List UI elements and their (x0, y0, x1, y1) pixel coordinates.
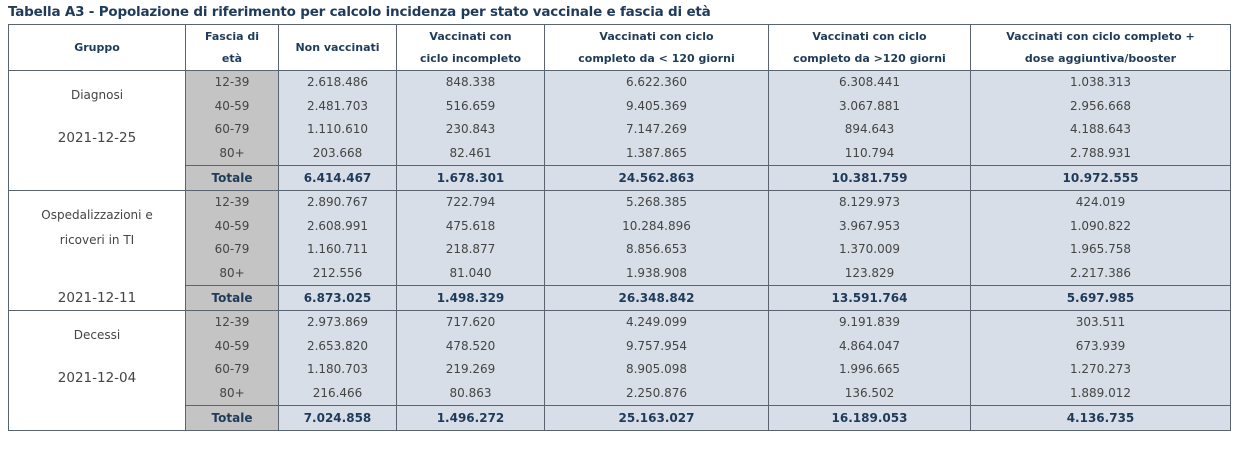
age-band-cell: 40-59 (186, 335, 279, 359)
value-cell: 9.405.369 (545, 95, 769, 119)
group-label (9, 311, 185, 430)
value-cell: 4.188.643 (971, 118, 1231, 142)
table-title: Tabella A3 - Popolazione di riferimento per calcolo incidenza per stato vaccinale e fascia di età (8, 4, 711, 20)
value-cell: 203.668 (279, 142, 397, 166)
header-gt120 (769, 25, 971, 71)
header-booster-line: Vaccinati con ciclo completo + (1006, 29, 1195, 43)
group-label (9, 191, 185, 310)
value-cell: 7.147.269 (545, 118, 769, 142)
total-value-cell: 13.591.764 (769, 286, 971, 311)
value-cell: 1.270.273 (971, 358, 1231, 382)
table-row (9, 215, 1231, 239)
value-cell: 1.180.703 (279, 358, 397, 382)
header-fascia-line: età (221, 51, 243, 65)
value-cell: 1.938.908 (545, 262, 769, 286)
header-fascia (186, 25, 279, 71)
value-cell: 110.794 (769, 142, 971, 166)
value-cell: 216.466 (279, 382, 397, 406)
value-cell: 80.863 (397, 382, 545, 406)
table-row (9, 118, 1231, 142)
table-row (9, 71, 1231, 95)
value-cell: 6.622.360 (545, 71, 769, 95)
table-body (9, 71, 1231, 431)
value-cell: 894.643 (769, 118, 971, 142)
value-cell: 1.889.012 (971, 382, 1231, 406)
total-row (9, 166, 1231, 191)
value-cell: 3.067.881 (769, 95, 971, 119)
table-row (9, 310, 1231, 334)
value-cell: 4.864.047 (769, 335, 971, 359)
total-value-cell: 1.498.329 (397, 286, 545, 311)
total-value-cell: 25.163.027 (545, 406, 769, 431)
value-cell: 8.129.973 (769, 190, 971, 214)
value-cell: 10.284.896 (545, 215, 769, 239)
value-cell: 8.905.098 (545, 358, 769, 382)
value-cell: 303.511 (971, 310, 1231, 334)
value-cell: 2.890.767 (279, 190, 397, 214)
header-lt120 (545, 25, 769, 71)
age-band-cell: 80+ (186, 262, 279, 286)
age-band-cell: 12-39 (186, 190, 279, 214)
value-cell: 475.618 (397, 215, 545, 239)
total-value-cell: 6.414.467 (279, 166, 397, 191)
value-cell: 478.520 (397, 335, 545, 359)
value-cell: 2.481.703 (279, 95, 397, 119)
age-band-cell: 80+ (186, 382, 279, 406)
group-date: 2021-12-04 (57, 369, 137, 386)
total-row (9, 286, 1231, 311)
table-row (9, 358, 1231, 382)
value-cell: 1.160.711 (279, 238, 397, 262)
group-name: Ospedalizzazioni e (41, 207, 153, 222)
value-cell: 2.217.386 (971, 262, 1231, 286)
value-cell: 1.038.313 (971, 71, 1231, 95)
value-cell: 219.269 (397, 358, 545, 382)
total-value-cell: 7.024.858 (279, 406, 397, 431)
value-cell: 424.019 (971, 190, 1231, 214)
total-label: Totale (186, 286, 279, 311)
age-band-cell: 60-79 (186, 358, 279, 382)
group-label (9, 71, 185, 190)
value-cell: 2.956.668 (971, 95, 1231, 119)
table-row (9, 382, 1231, 406)
header-incompleto-line: ciclo incompleto (419, 51, 522, 65)
value-cell: 1.110.610 (279, 118, 397, 142)
header-gruppo: Gruppo (9, 25, 186, 71)
header-row (9, 25, 1231, 71)
value-cell: 4.249.099 (545, 310, 769, 334)
header-lt120-line: completo da < 120 giorni (578, 51, 735, 65)
total-value-cell: 1.678.301 (397, 166, 545, 191)
age-band-cell: 12-39 (186, 310, 279, 334)
value-cell: 1.965.758 (971, 238, 1231, 262)
header-booster-line: dose aggiuntiva/booster (1024, 51, 1177, 65)
table-row (9, 190, 1231, 214)
value-cell: 6.308.441 (769, 71, 971, 95)
value-cell: 9.191.839 (769, 310, 971, 334)
header-non-vaccinati: Non vaccinati (279, 25, 397, 71)
value-cell: 2.618.486 (279, 71, 397, 95)
value-cell: 1.370.009 (769, 238, 971, 262)
group-name: ricoveri in TI (59, 232, 135, 247)
value-cell: 218.877 (397, 238, 545, 262)
header-gt120-line: completo da >120 giorni (793, 51, 946, 65)
total-value-cell: 10.381.759 (769, 166, 971, 191)
value-cell: 212.556 (279, 262, 397, 286)
total-value-cell: 16.189.053 (769, 406, 971, 431)
header-fascia-line: Fascia di (204, 29, 260, 43)
total-value-cell: 10.972.555 (971, 166, 1231, 191)
age-band-cell: 80+ (186, 142, 279, 166)
total-value-cell: 5.697.985 (971, 286, 1231, 311)
value-cell: 717.620 (397, 310, 545, 334)
header-gt120-line: Vaccinati con ciclo (812, 29, 927, 43)
value-cell: 2.788.931 (971, 142, 1231, 166)
group-cell (9, 190, 186, 310)
value-cell: 1.996.665 (769, 358, 971, 382)
header-incompleto (397, 25, 545, 71)
value-cell: 2.608.991 (279, 215, 397, 239)
value-cell: 516.659 (397, 95, 545, 119)
group-cell (9, 71, 186, 191)
total-label: Totale (186, 166, 279, 191)
age-band-cell: 60-79 (186, 238, 279, 262)
value-cell: 123.829 (769, 262, 971, 286)
header-incompleto-line: Vaccinati con (429, 29, 512, 43)
data-table (8, 24, 1231, 431)
table-row (9, 238, 1231, 262)
group-cell (9, 310, 186, 430)
value-cell: 230.843 (397, 118, 545, 142)
total-value-cell: 24.562.863 (545, 166, 769, 191)
value-cell: 3.967.953 (769, 215, 971, 239)
group-date: 2021-12-11 (57, 289, 137, 306)
group-name: Diagnosi (70, 88, 124, 102)
age-band-cell: 12-39 (186, 71, 279, 95)
total-value-cell: 1.496.272 (397, 406, 545, 431)
age-band-cell: 40-59 (186, 95, 279, 119)
total-value-cell: 6.873.025 (279, 286, 397, 311)
total-label: Totale (186, 406, 279, 431)
table-row (9, 335, 1231, 359)
value-cell: 2.250.876 (545, 382, 769, 406)
age-band-cell: 40-59 (186, 215, 279, 239)
value-cell: 1.387.865 (545, 142, 769, 166)
value-cell: 8.856.653 (545, 238, 769, 262)
value-cell: 82.461 (397, 142, 545, 166)
value-cell: 81.040 (397, 262, 545, 286)
table-row (9, 142, 1231, 166)
header-booster (971, 25, 1231, 71)
value-cell: 1.090.822 (971, 215, 1231, 239)
value-cell: 136.502 (769, 382, 971, 406)
value-cell: 2.653.820 (279, 335, 397, 359)
value-cell: 5.268.385 (545, 190, 769, 214)
total-value-cell: 4.136.735 (971, 406, 1231, 431)
total-row (9, 406, 1231, 431)
value-cell: 722.794 (397, 190, 545, 214)
value-cell: 673.939 (971, 335, 1231, 359)
group-date: 2021-12-25 (57, 130, 137, 146)
table-row (9, 95, 1231, 119)
value-cell: 848.338 (397, 71, 545, 95)
table-row (9, 262, 1231, 286)
header-lt120-line: Vaccinati con ciclo (599, 29, 714, 43)
value-cell: 9.757.954 (545, 335, 769, 359)
age-band-cell: 60-79 (186, 118, 279, 142)
total-value-cell: 26.348.842 (545, 286, 769, 311)
group-name: Decessi (73, 327, 121, 342)
value-cell: 2.973.869 (279, 310, 397, 334)
